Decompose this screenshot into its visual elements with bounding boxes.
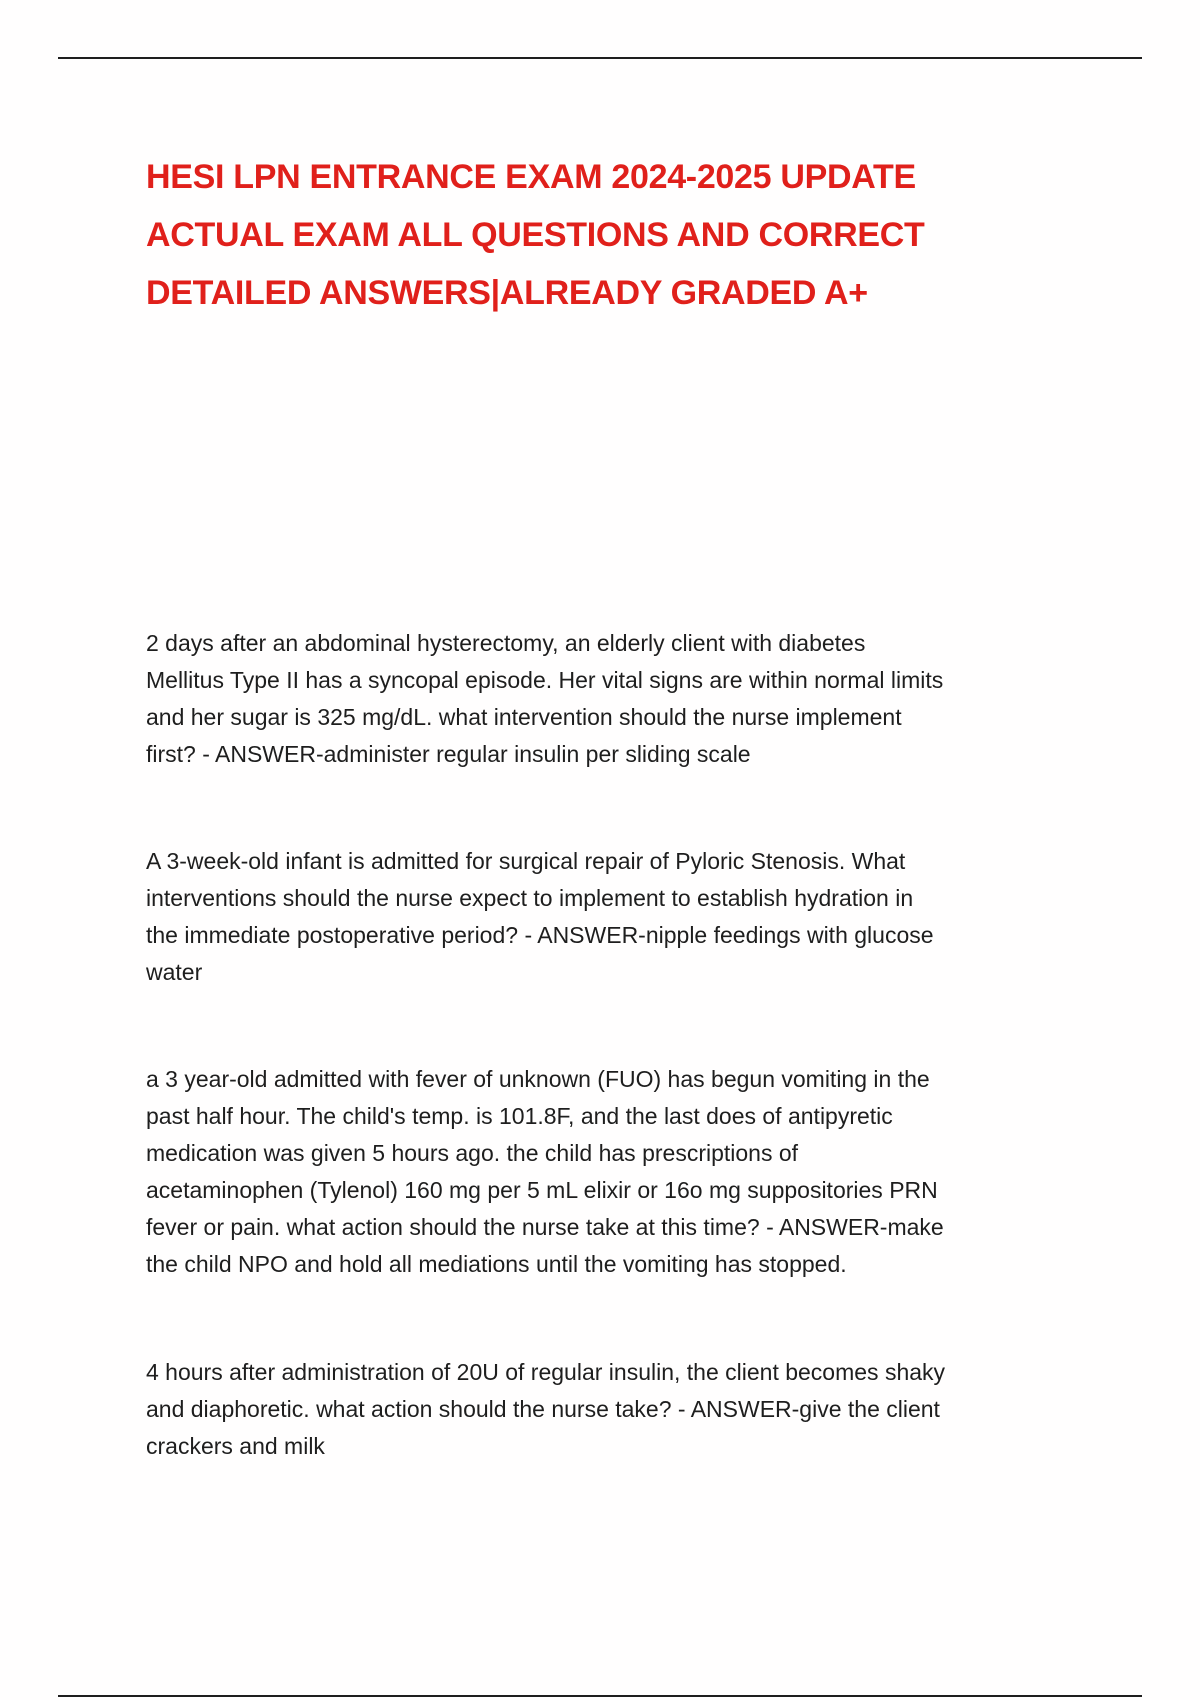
text-line: Mellitus Type II has a syncopal episode. Her vital signs are within normal limits [146, 667, 944, 693]
text-line: and diaphoretic. what action should the nurse take? - ANSWER-give the client [146, 1396, 940, 1422]
question-answer-1 [146, 625, 1066, 773]
text-line: interventions should the nurse expect to implement to establish hydration in [146, 885, 914, 911]
title-line: DETAILED ANSWERS|ALREADY GRADED A+ [146, 274, 868, 312]
text-line: A 3-week-old infant is admitted for surgical repair of Pyloric Stenosis. What [146, 848, 906, 874]
title-line: HESI LPN ENTRANCE EXAM 2024-2025 UPDATE [146, 158, 916, 196]
text-line: the immediate postoperative period? - ANSWER-nipple feedings with glucose [146, 922, 934, 948]
text-line: a 3 year-old admitted with fever of unknown (FUO) has begun vomiting in the [146, 1066, 930, 1092]
text-line: fever or pain. what action should the nurse take at this time? - ANSWER-make [146, 1214, 944, 1240]
text-line: medication was given 5 hours ago. the child has prescriptions of [146, 1140, 799, 1166]
text-line: water [146, 959, 203, 985]
text-line: first? - ANSWER-administer regular insulin per sliding scale [146, 741, 751, 767]
question-answer-4 [146, 1354, 1066, 1465]
question-answer-3 [146, 1061, 1066, 1283]
text-line: 4 hours after administration of 20U of regular insulin, the client becomes shaky [146, 1359, 946, 1385]
bottom-rule [58, 1695, 1142, 1697]
question-answer-2 [146, 843, 1066, 991]
text-line: acetaminophen (Tylenol) 160 mg per 5 mL elixir or 16o mg suppositories PRN [146, 1177, 938, 1203]
text-line: crackers and milk [146, 1433, 325, 1459]
text-line: the child NPO and hold all mediations until the vomiting has stopped. [146, 1251, 847, 1277]
top-rule [58, 57, 1142, 59]
text-line: and her sugar is 325 mg/dL. what intervention should the nurse implement [146, 704, 902, 730]
text-line: past half hour. The child's temp. is 101.8F, and the last does of antipyretic [146, 1103, 893, 1129]
document-title [146, 148, 1046, 322]
title-line: ACTUAL EXAM ALL QUESTIONS AND CORRECT [146, 216, 925, 254]
text-line: 2 days after an abdominal hysterectomy, an elderly client with diabetes [146, 630, 866, 656]
